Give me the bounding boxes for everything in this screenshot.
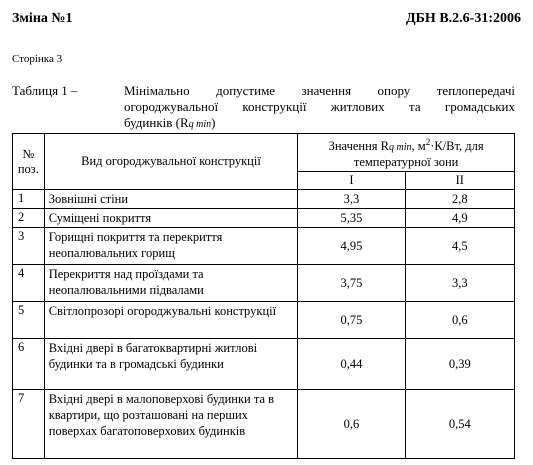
caption-prefix: будинків (R bbox=[124, 115, 189, 130]
header-position: № поз. bbox=[13, 134, 45, 190]
row-value-zone-1: 0,6 bbox=[298, 390, 405, 459]
page-number: Сторінка 3 bbox=[12, 53, 63, 65]
row-number: 1 bbox=[13, 190, 45, 209]
header-zone-1: I bbox=[298, 172, 405, 190]
row-value-zone-2: 2,8 bbox=[405, 190, 514, 209]
table-caption-continuation bbox=[124, 115, 216, 131]
table-caption-label: Таблиця 1 – bbox=[12, 83, 78, 98]
table-row bbox=[13, 302, 515, 339]
caption-symbol: q min bbox=[188, 119, 212, 130]
row-construction: Суміщені покриття bbox=[44, 209, 298, 228]
table-row bbox=[13, 209, 515, 228]
row-value-zone-2: 0,39 bbox=[405, 339, 514, 390]
row-value-zone-2: 4,5 bbox=[405, 228, 514, 265]
row-number: 5 bbox=[13, 302, 45, 339]
row-value-zone-2: 3,3 bbox=[405, 265, 514, 302]
header-value-sup: 2 bbox=[425, 137, 431, 147]
table-row bbox=[13, 265, 515, 302]
header-value-rest: ·К/Вт, для температурної зони bbox=[353, 139, 484, 170]
row-construction: Зовнішні стіни bbox=[44, 190, 298, 209]
header-value-symbol: q min bbox=[389, 142, 412, 154]
table-row bbox=[13, 339, 515, 390]
header-zone-2: II bbox=[405, 172, 514, 190]
row-construction: Світлопрозорі огороджувальні конструкції bbox=[44, 302, 298, 339]
row-number: 3 bbox=[13, 228, 45, 265]
row-value-zone-2: 0,54 bbox=[405, 390, 514, 459]
row-construction: Вхідні двері в багатоквартирні житлові будинки та в громадські будинки bbox=[44, 339, 298, 390]
row-number: 2 bbox=[13, 209, 45, 228]
header-construction-type: Вид огороджувальної конструкції bbox=[44, 134, 298, 190]
standard-code: ДБН В.2.6-31:2006 bbox=[406, 11, 521, 26]
table-row bbox=[13, 190, 515, 209]
row-value-zone-1: 5,35 bbox=[298, 209, 405, 228]
table-caption-text: Мінімально допустиме значення опору теплопередачі огороджувальної конструкції житлових та громадських bbox=[124, 83, 515, 114]
amendment-title: Зміна №1 bbox=[12, 11, 73, 26]
header-value-prefix: Значення R bbox=[328, 139, 390, 154]
table-row bbox=[13, 390, 515, 459]
thermal-resistance-table bbox=[12, 133, 515, 459]
row-construction: Горищні покриття та перекриття неопалювальних горищ bbox=[44, 228, 298, 265]
row-value-zone-1: 4,95 bbox=[298, 228, 405, 265]
row-value-zone-2: 4,9 bbox=[405, 209, 514, 228]
row-construction: Вхідні двері в малоповерхові будинки та в квартири, що розташовані на перших поверхах багатоповерхових будинків bbox=[44, 390, 298, 459]
table-row bbox=[13, 228, 515, 265]
row-construction: Перекриття над проїздами та неопалювальними підвалами bbox=[44, 265, 298, 302]
header-value-unit: , м bbox=[411, 139, 426, 154]
row-value-zone-1: 3,75 bbox=[298, 265, 405, 302]
caption-suffix: ) bbox=[211, 115, 216, 130]
header-value bbox=[298, 134, 515, 172]
row-value-zone-1: 0,44 bbox=[298, 339, 405, 390]
row-value-zone-2: 0,6 bbox=[405, 302, 514, 339]
row-number: 7 bbox=[13, 390, 45, 459]
row-number: 6 bbox=[13, 339, 45, 390]
row-value-zone-1: 0,75 bbox=[298, 302, 405, 339]
row-value-zone-1: 3,3 bbox=[298, 190, 405, 209]
row-number: 4 bbox=[13, 265, 45, 302]
